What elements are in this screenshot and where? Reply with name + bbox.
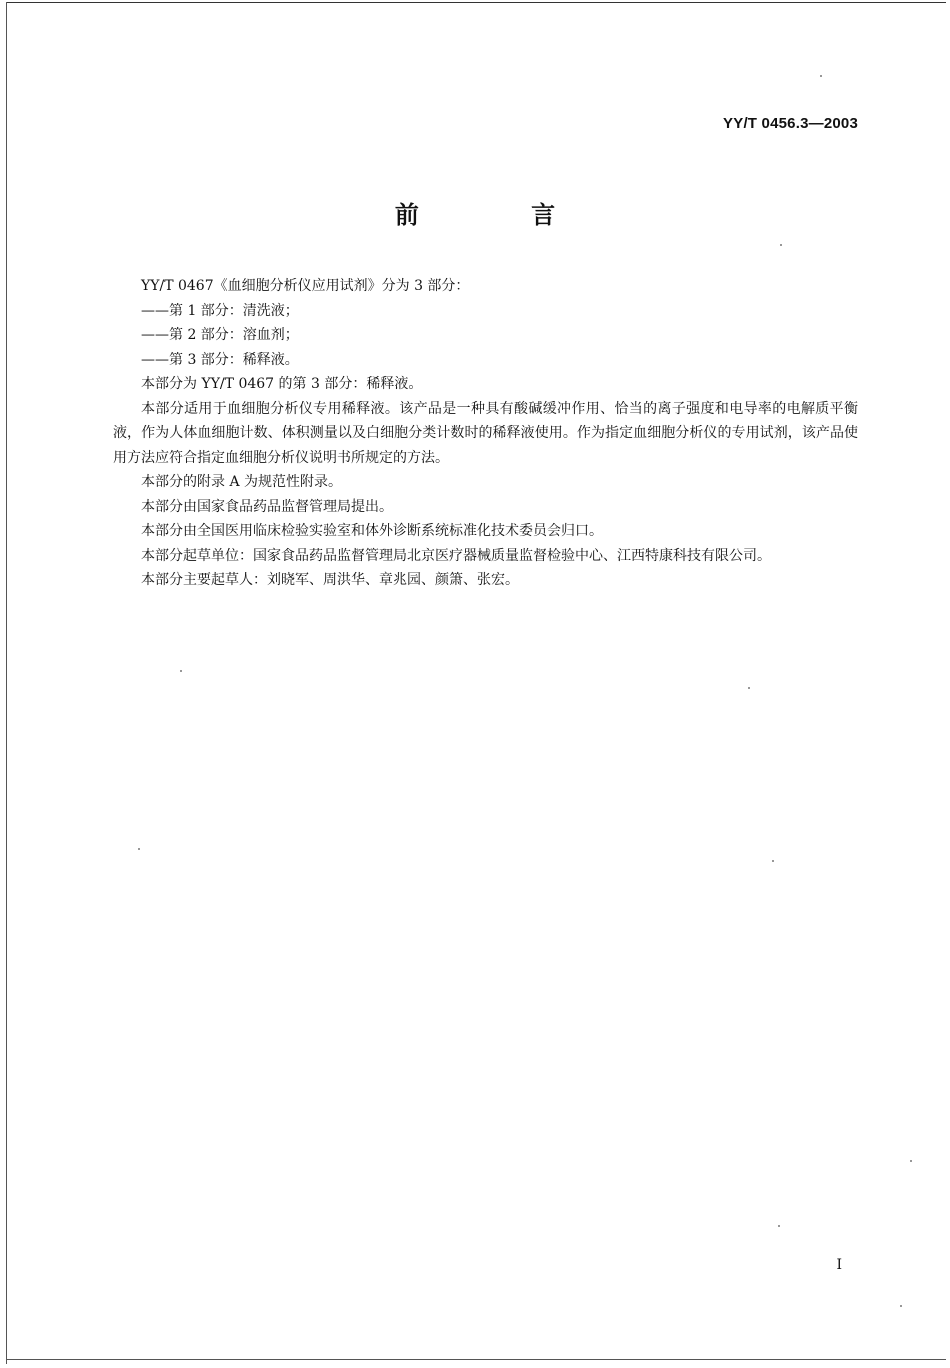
scan-speck	[138, 848, 140, 850]
paragraph-centralized-by: 本部分由全国医用临床检验实验室和体外诊断系统标准化技术委员会归口。	[141, 523, 603, 539]
scan-speck	[900, 1305, 902, 1307]
paragraph-annex: 本部分的附录 A 为规范性附录。	[141, 474, 343, 490]
list-item-part-3: ——第 3 部分：稀释液。	[141, 351, 299, 368]
page-border-top	[6, 2, 946, 3]
list-item-part-2: ——第 2 部分：溶血剂；	[141, 327, 299, 343]
scan-speck	[910, 1160, 912, 1162]
scan-speck	[778, 1225, 780, 1227]
list-item-part-1: ——第 1 部分：清洗液；	[141, 302, 299, 319]
page-border-bottom	[6, 1359, 946, 1360]
document-code: YY/T 0456.3—2003	[723, 115, 858, 132]
page-number: I	[836, 1257, 842, 1273]
paragraph-drafters: 本部分主要起草人：刘晓军、周洪华、章兆园、颜箫、张宏。	[141, 572, 519, 588]
scan-speck	[180, 670, 182, 672]
paragraph-parts-intro: YY/T 0467《血细胞分析仪应用试剂》分为 3 部分：	[141, 278, 470, 294]
scan-speck	[748, 687, 750, 689]
scan-speck	[820, 75, 822, 77]
paragraph-proposed-by: 本部分由国家食品药品监督管理局提出。	[141, 498, 393, 515]
paragraph-scope: 本部分适用于血细胞分析仪专用稀释液。该产品是一种具有酸碱缓冲作用、恰当的离子强度和电导率的电解质平衡液，作为人体血细胞计数、体积测量以及白细胞分类计数时的稀释液使用。作为指定血细胞分析仪的专用试剂，该产品使用方法应符合指定血细胞分析仪说明书所规定的方法。	[113, 400, 858, 466]
page-title: 前 言	[394, 201, 608, 229]
foreword-body	[113, 274, 858, 593]
paragraph-drafting-units: 本部分起草单位：国家食品药品监督管理局北京医疗器械质量监督检验中心、江西特康科技有限公司。	[141, 547, 771, 564]
paragraph-this-part: 本部分为 YY/T 0467 的第 3 部分：稀释液。	[141, 376, 423, 392]
scan-speck	[772, 860, 774, 862]
scan-speck	[780, 244, 782, 246]
